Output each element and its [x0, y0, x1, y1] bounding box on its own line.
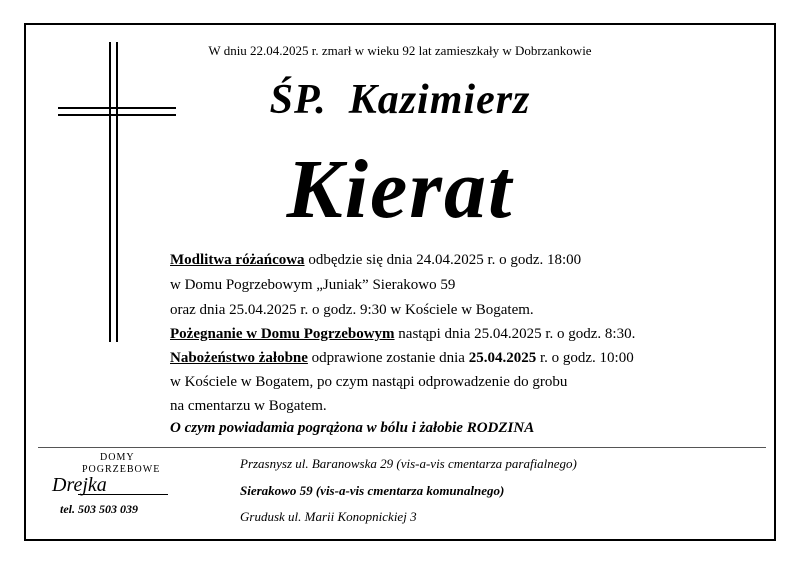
body-line-5 — [170, 348, 634, 368]
body-line-7: na cmentarzu w Bogatem. — [170, 398, 327, 414]
mass-label: Nabożeństwo żałobne — [170, 350, 308, 366]
rosary-text: odbędzie się dnia 24.04.2025 r. o godz. 18:00 — [304, 252, 582, 268]
logo-underline — [78, 494, 168, 495]
logo-line-1: DOMY — [100, 452, 135, 463]
farewell-text: nastąpi dnia 25.04.2025 r. o godz. 8:30. — [394, 326, 636, 342]
body-line-1 — [170, 250, 581, 270]
body-line-6: w Kościele w Bogatem, po czym nastąpi odprowadzenie do grobu — [170, 374, 568, 390]
farewell-label: Pożegnanie w Domu Pogrzebowym — [170, 326, 395, 342]
mass-text: odprawione zostanie dnia — [307, 350, 469, 366]
footer-divider — [38, 447, 766, 448]
body-line-2: w Domu Pogrzebowym „Juniak” Sierakowo 59 — [170, 277, 456, 293]
body-line-4 — [170, 324, 635, 344]
mass-date: 25.04.2025 — [468, 350, 537, 366]
intro-text: W dniu 22.04.2025 r. zmarł w wieku 92 lat zamieszkały w Dobrzankowie — [208, 43, 592, 58]
address-1: Przasnysz ul. Baranowska 29 (vis-a-vis cmentarza parafialnego) — [240, 456, 577, 471]
logo-name: Drejka — [52, 474, 107, 496]
surname: Kierat — [286, 143, 514, 236]
logo-line-2: POGRZEBOWE — [82, 464, 161, 475]
address-3: Grudusk ul. Marii Konopnickiej 3 — [240, 509, 417, 524]
funeral-home-logo — [42, 452, 172, 502]
first-name: Kazimierz — [348, 77, 531, 123]
deceased-name-line — [0, 76, 800, 124]
title-prefix: ŚP. — [269, 77, 327, 123]
rosary-label: Modlitwa różańcowa — [170, 252, 305, 268]
address-2: Sierakowo 59 (vis-a-vis cmentarza komunalnego) — [240, 483, 505, 498]
phone-number: tel. 503 503 039 — [60, 502, 138, 516]
mass-time: r. o godz. 10:00 — [536, 350, 634, 366]
closing-text: O czym powiadamia pogrążona w bólu i żałobie RODZINA — [170, 420, 535, 436]
body-line-3: oraz dnia 25.04.2025 r. o godz. 9:30 w Kościele w Bogatem. — [170, 302, 534, 318]
